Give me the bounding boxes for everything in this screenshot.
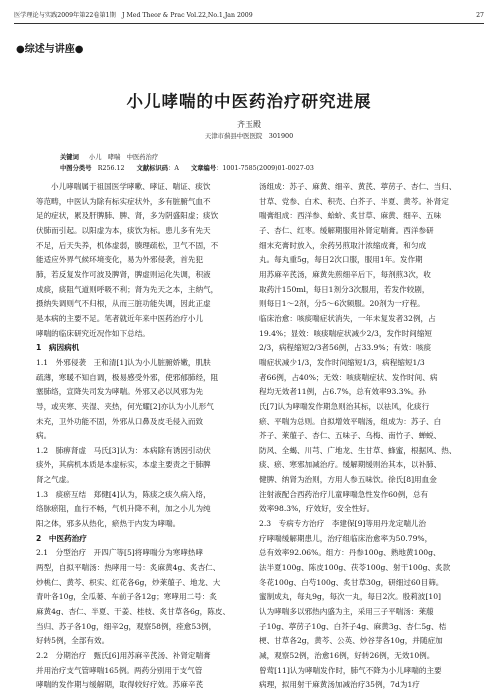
body-line: 肺，若反复发作可波及脾肾，脾虚则运化失调，积液 [36, 269, 211, 279]
keywords-label: 关键词 [60, 154, 79, 161]
body-line: 阳之体，邪多从热化，瘀热于内发为哮喘。 [36, 519, 181, 529]
body-line: 青叶各10g，全瓜蒌、车前子各12g；寒哮用二号：炙 [36, 592, 217, 602]
running-header [14, 10, 484, 22]
body-line: 1.3 痰瘀互结 郑健[4]认为，陈痰之痰久病入络， [36, 489, 211, 499]
body-line: 取药汁150ml，每日1剂分3次服用，若发作较剧， [259, 284, 430, 294]
body-line: 程均无效者11例，占6.7%，总有效率93.3%。孙 [259, 387, 426, 397]
header-rule [14, 23, 484, 24]
body-line: 者66例，占40%；无效：咳痰喘症状、发作时间、病 [259, 372, 438, 382]
body-line: 用苏麻辛芪汤，麻黄先煎细辛后下，每剂煎3次，收 [259, 269, 431, 279]
article-title: 小儿哮喘的中医药治疗研究进展 [126, 92, 372, 111]
body-line: 子10g、葶苈子10g、白芥子4g、麻黄3g、杏仁5g、桔 [259, 621, 447, 631]
body-line: 能适应外界气候环境变化，易为外邪侵袭，首先犯 [36, 255, 204, 265]
body-line: 曾莺[11]认为哮喘发作时，肺气不降为小儿哮喘的主要 [259, 665, 442, 675]
body-line: 痰、瘀、寒邪加减治疗。缓解期缓则治其本，以补肺、 [259, 460, 442, 470]
body-line: 伏肺而引起。以阳虚为本，痰饮为标。患儿多有先天 [36, 225, 211, 235]
body-line: 成痰，痰阻气道则呼吸不利；肾为先天之本，主纳气， [36, 284, 219, 294]
body-line: 1.2 肺痹肾虚 马氏[3]认为：本病除有诱因引动伏 [36, 445, 211, 455]
page-number: 27 [476, 12, 484, 19]
body-line: 丸。每丸重5g，每日2次口服，服用1年。发作期 [259, 255, 423, 265]
body-line: 瘀、平喘为总则。自拟增效平喘汤，组成为：苏子、白 [259, 416, 442, 426]
author-name: 齐玉殿 [237, 120, 261, 129]
body-line: 2/3，病程缩短2/3者56例，占33.9%；有效：咳痰 [259, 343, 432, 353]
body-line: 认为哮喘多以邪热内盛为主，采用三子平喘汤：莱菔 [259, 607, 434, 617]
body-line: 喘症状减少1/3，发作时间缩短1/3，病程缩短1/3 [259, 357, 425, 367]
doc-code-value: A [174, 165, 179, 172]
body-line: 哮喘的发作期与缓解期，取得较好疗效。苏麻辛芪 [36, 680, 204, 690]
body-line: 防风、全蝎、川芎、广地龙、生甘草、蜂蜜，根据风、热、 [259, 445, 457, 455]
body-line: 19.4%；显效：咳痰喘症状减少2/3，发作时间缩短 [259, 328, 433, 338]
body-line: 汤组成：苏子、麻黄、细辛、黄芪、葶苈子、杏仁、当归、 [259, 182, 457, 191]
body-line: 细末充膏时放入，余药另煎取汁浓缩成膏，和匀成 [259, 240, 427, 250]
body-line: 冬花100g、白芍100g、炙甘草30g，研细过60目筛。 [259, 577, 444, 587]
body-line: 导，或夹寒、夹湿、夹热，何光耀[2]亦认为小儿形气 [36, 401, 214, 411]
body-line: 法半夏100g、陈皮100g、茯苓100g、射干100g、炙款 [259, 563, 451, 573]
classification-line: 中图分类号 R256.12 文献标识码：A 文章编号：1001-7585(2009)01-0027-03 [60, 165, 314, 172]
body-line: 两型，自拟平喘汤：热哮用一号：炙麻黄4g、炙杏仁、 [36, 563, 221, 573]
body-line: 未充，卫外功能不固，外邪从口鼻及皮毛侵入而致 [36, 416, 204, 426]
body-line: 子、杏仁、红枣。缓解期服用补肾定喘膏。西洋参研 [259, 225, 434, 235]
body-line: 络脉瘀阻，血行不畅，气机升降不利，加之小儿为纯 [36, 504, 211, 514]
doc-code-label: 文献标识码 [136, 165, 169, 172]
body-line: 等范畴，中医认为除有标实症状外，多有脏腑气血不 [36, 196, 211, 206]
right-column [259, 180, 479, 693]
body-line: 甘草、党参、白术、积壳、白芥子、半夏、黄芩。补肾定 [259, 196, 449, 206]
journal-citation: 医学理论与实践2009年第22卷第1期 J Med Theor & Prac Vol.22,No.1,Jan 2009 [14, 12, 253, 19]
body-line: 炒桃仁、黄芩、枳实、红花各6g，炒莱菔子、地龙、大 [36, 577, 221, 587]
body-line: 疗哮喘缓解期患儿，治疗组临床治愈率为50.79%， [259, 533, 433, 543]
body-line: 总有效率92.06%。组方：丹参100g、熟地黄100g、 [259, 548, 441, 558]
keywords-line [60, 152, 168, 161]
body-line: 梗、甘草各2g，黄芩、公英、炒谷芽各10g，并随症加 [259, 636, 443, 646]
body-line: 摄纳失调则气不归根，从而三脏功能失调，因此正虚 [36, 299, 211, 309]
body-line: 健脾、纳肾为治则，方用人参五味饮。徐氏[8]用血金 [259, 475, 437, 485]
body-line: 小儿哮喘属于祖国医学哮嗽、哮证、喘证、痰饮 [51, 182, 211, 191]
body-line: 肾之气虚。 [36, 475, 74, 485]
clc-value: R256.12 [97, 165, 125, 172]
body-line: 2.1 分型治疗 开四广等[5]将哮喘分为寒哮热哮 [36, 548, 204, 558]
body-line: 2 中医药治疗 [36, 533, 87, 543]
body-line: 氏[7]认为哮喘发作期急则治其标，以祛风，化痰行 [259, 401, 430, 411]
body-line: 麻黄4g、杏仁、半夏、干姜、桂枝、炙甘草各6g，陈皮、 [36, 607, 231, 617]
body-line: 蜜制成丸，每丸9g，每次一丸，每日2次。殷莉波[10] [259, 592, 441, 602]
body-line: 并用治疗支气管哮喘165例。两药分别用于支气管 [36, 665, 203, 675]
body-line: 塞肺络，宣降失司发为哮喘。外邪又必以风邪为先 [36, 387, 204, 397]
body-line: 病。 [36, 431, 52, 441]
body-line: 当归、苏子各10g，细辛2g，观察58例，痊愈53例， [36, 621, 217, 631]
body-line: 疏薄，寒暖不知自调，极易感受外邪，使邪郁肺经，阻 [36, 372, 219, 382]
body-line: 1.1 外邪侵袭 王和清[1]认为小儿脏腑娇嫩，肌肤 [36, 357, 211, 367]
body-line: 芥子、莱菔子、杏仁、五味子、乌梅、南竹子、蝉蜕、 [259, 431, 442, 441]
body-line: 足的症状，累及肝脾肺、脾、肾，多为阴盛阳虚；痰饮 [36, 211, 219, 221]
body-line: 喘膏组成：西洋参、蛤蚧、炙甘草、麻黄、细辛、五味 [259, 211, 442, 221]
body-line: 2.3 专病专方治疗 李建保[9]等用丹龙定喘儿治 [259, 519, 427, 529]
body-line: 效率98.3%，疗效好，安全性好。 [259, 504, 375, 514]
clc-label: 中图分类号 [60, 165, 92, 172]
body-line: 2.2 分期治疗 甄氏[6]用苏麻辛芪汤、补肾定喘膏 [36, 651, 211, 660]
body-line: 病理，拟用射干麻黄汤加减治疗35例，7d为1疗 [259, 680, 420, 690]
body-line: 好转5例，全部有效。 [36, 636, 110, 646]
keywords-text: 小儿 哮喘 中医药治疗 [88, 154, 159, 161]
body-line: 1 病因病机 [36, 343, 80, 353]
article-no-value: 1001-7585(2009)01-0027-03 [222, 165, 314, 172]
body-line: 临床治愈：咳痰喘症状消失，一年未复发者32例，占 [259, 313, 436, 323]
body-line: 注射液配合西药治疗儿童哮喘急性发作60例，总有 [259, 489, 429, 499]
body-line: 是本病的主要不足。笔者就近年来中医药治疗小儿 [36, 313, 204, 323]
body-line: 痰外，其病机本质是本虚标实，本虚主要责之于肺脾 [36, 460, 211, 470]
body-line: 哮喘的临床研究近况作如下总结。 [36, 328, 150, 338]
author-affiliation: 天津市蓟县中医医院 301900 [204, 132, 294, 140]
section-tag: ●综述与讲座● [16, 44, 84, 55]
body-line: 则每日1～2剂，分5～6次频服。20剂为一疗程。 [259, 299, 425, 309]
body-line: 减，观察52例，治愈16例，好转26例，无效10例。 [259, 651, 435, 660]
left-column [36, 180, 256, 693]
body-line: 不足，后天失养，机体虚弱，腠理疏松，卫气不固，不 [36, 240, 219, 250]
article-no-label: 文章编号 [190, 165, 217, 172]
